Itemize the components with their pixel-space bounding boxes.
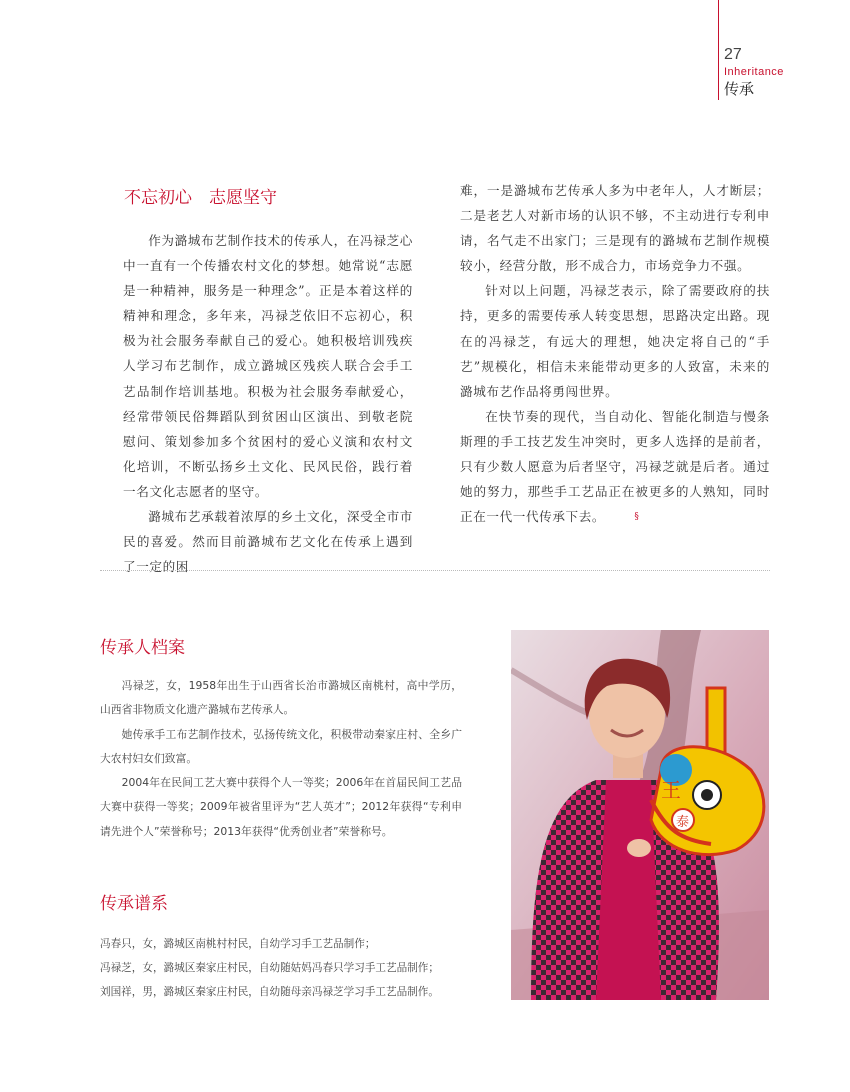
- end-mark-icon: §: [634, 512, 640, 523]
- inheritor-photo: [511, 630, 769, 1000]
- article-paragraph: 难，一是潞城布艺传承人多为中老年人，人才断层；二是老艺人对新市场的认识不够，不主动进行专利申请，名气走不出家门；三是现有的潞城布艺制作规模较小，经营分散，形不成合力，市场竞争力不强。: [460, 183, 770, 274]
- tiger-character: 王: [661, 778, 681, 802]
- article-paragraph-text: 在快节奏的现代，当自动化、智能化制造与慢条斯理的手工技艺发生冲突时，更多人选择的是前者，只有少数人愿意为后者坚守，冯禄芝就是后者。通过她的努力，那些手工艺品正在被更多的人熟知，同时正在一代一代传承下去。: [460, 408, 770, 525]
- section-divider: [100, 570, 770, 571]
- article-paragraph: 作为潞城布艺制作技术的传承人，在冯禄芝心中一直有一个传播农村文化的梦想。她常说“志愿是一种精神，服务是一种理念”。正是本着这样的精神和理念，多年来，冯禄芝依旧不忘初心，积极为社会服务奉献自己的爱心。她积极培训残疾人学习布艺制作，成立潞城区残疾人联合会手工艺品制作培训基地。积极为社会服务奉献爱心，经常带领民俗舞蹈队到贫困山区演出、到敬老院慰问、策划参加多个贫困村的爱心义演和农村文化培训，不断弘扬乡土文化、民风民俗，践行着一名文化志愿者的坚守。: [123, 233, 413, 499]
- lineage-entry: 冯春只，女，潞城区南桃村村民，自幼学习手工艺品制作；: [100, 938, 376, 950]
- page-number: 27: [724, 46, 742, 63]
- lineage-heading: 传承谱系: [100, 894, 168, 914]
- article-right-column: [460, 178, 770, 529]
- profile-paragraph: 她传承手工布艺制作技术，弘扬传统文化，积极带动秦家庄村、全乡广大农村妇女们致富。: [100, 727, 462, 765]
- header-rule: [718, 0, 719, 100]
- profile-paragraph: 2004年在民间工艺大赛中获得个人一等奖；2006年在首届民间工艺品大赛中获得一等奖；2009年被省里评为“艺人英才”；2012年获得“专利申请先进个人”荣誉称号；2013年获得“优秀创业者”荣誉称号。: [100, 776, 462, 838]
- profile-paragraph: 冯禄芝，女，1958年出生于山西省长治市潞城区南桃村，高中学历，山西省非物质文化遗产潞城布艺传承人。: [100, 679, 462, 717]
- article-left-column: [123, 228, 413, 579]
- section-title-en: Inheritance: [724, 66, 784, 78]
- profile-text: [100, 674, 462, 844]
- lineage-entry: 冯禄芝，女，潞城区秦家庄村民，自幼随姑妈冯春只学习手工艺品制作；: [100, 962, 439, 974]
- article-paragraph: 潞城布艺承载着浓厚的乡土文化，深受全市市民的喜爱。然而目前潞城布艺文化在传承上遇到了一定的困: [123, 509, 413, 575]
- article-paragraph: [460, 404, 770, 529]
- article-paragraph: 针对以上问题，冯禄芝表示，除了需要政府的扶持，更多的需要传承人转变思想，思路决定出路。现在的冯禄芝，有远大的理想，她决定将自己的“手艺”规模化，相信未来能带动更多的人致富，未来的潞城布艺作品将勇闯世界。: [460, 283, 770, 399]
- tiger-character: 泰: [676, 815, 690, 830]
- article-heading: 不忘初心 志愿坚守: [124, 188, 277, 208]
- section-title-zh: 传承: [724, 80, 755, 98]
- profile-heading: 传承人档案: [100, 638, 185, 658]
- lineage-entry: 刘国祥，男，潞城区秦家庄村民，自幼随母亲冯禄芝学习手工艺品制作。: [100, 986, 439, 998]
- lineage-list: [100, 932, 500, 1004]
